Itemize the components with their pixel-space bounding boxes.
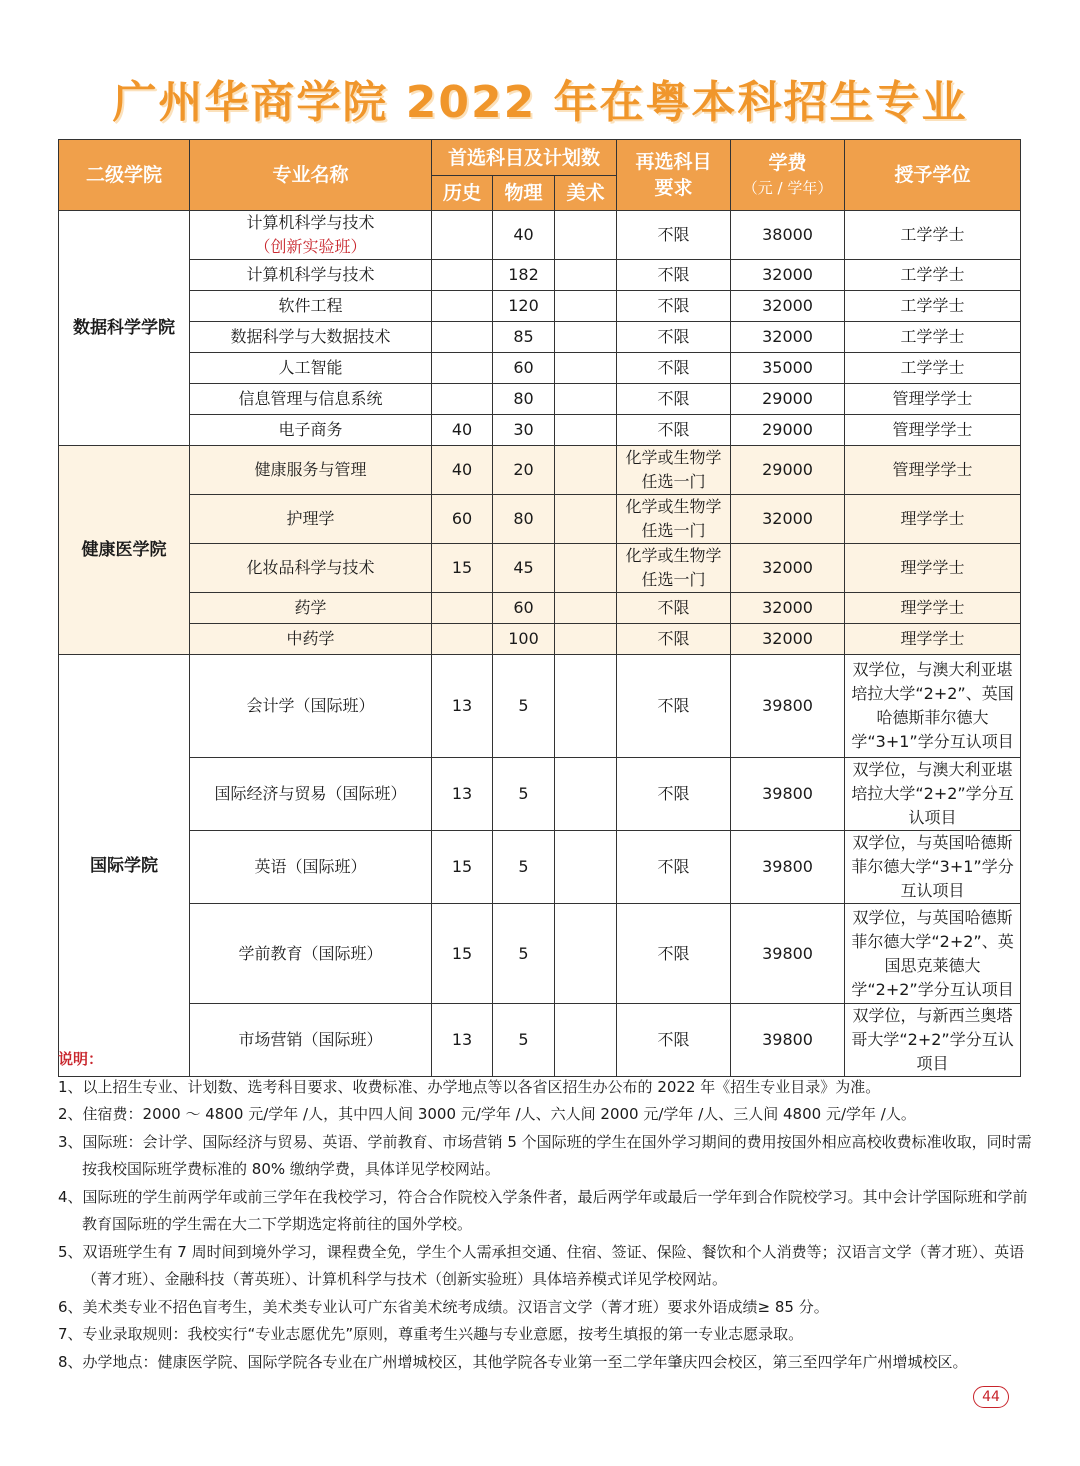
req-cell: 不限 [617,322,731,353]
physics-cell: 80 [493,384,555,415]
major-cell: 会计学（国际班） [190,655,432,758]
note-item: 6、美术类专业不招色盲考生，美术类专业认可广东省美术统考成绩。汉语言文学（菁才班）要求外语成绩≥ 85 分。 [58,1297,829,1316]
fee-cell: 29000 [731,384,845,415]
header-college: 二级学院 [59,140,190,211]
physics-cell: 182 [493,260,555,291]
degree-cell: 双学位，与澳大利亚堪培拉大学“2+2”学分互认项目 [845,758,1021,831]
major-cell: 化妆品科学与技术 [190,544,432,593]
physics-cell: 85 [493,322,555,353]
physics-cell: 80 [493,495,555,544]
history-cell: 60 [432,495,493,544]
req-cell: 化学或生物学任选一门 [617,446,731,495]
art-cell [555,904,617,1004]
degree-cell: 理学学士 [845,624,1021,655]
degree-cell: 工学学士 [845,211,1021,260]
major-cell: 数据科学与大数据技术 [190,322,432,353]
physics-cell: 120 [493,291,555,322]
header-physics: 物理 [493,176,555,211]
table-row [59,211,1021,260]
req-cell: 化学或生物学任选一门 [617,495,731,544]
major-note: （创新实验班） [254,237,367,256]
degree-cell: 理学学士 [845,593,1021,624]
art-cell [555,593,617,624]
major-cell: 中药学 [190,624,432,655]
note-item: 2、住宿费：2000 ～ 4800 元/学年 /人，其中四人间 3000 元/学年 /人、六人间 2000 元/学年 /人、三人间 4800 元/学年 /人。 [58,1105,916,1123]
physics-cell: 5 [493,1004,555,1077]
degree-cell: 双学位，与澳大利亚堪培拉大学“2+2”、英国哈德斯菲尔德大学“3+1”学分互认项目 [845,655,1021,758]
history-cell [432,322,493,353]
degree-cell: 工学学士 [845,353,1021,384]
req-cell: 不限 [617,1004,731,1077]
art-cell [555,544,617,593]
note-item: 4、国际班的学生前两学年或前三学年在我校学习，符合合作院校入学条件者，最后两学年或最后一学年到合作院校学习。其中会计学国际班和学前教育国际班的学生需在大二下学期选定将前往的国外学校。 [58,1187,1028,1233]
table-row [59,353,1021,384]
art-cell [555,624,617,655]
art-cell [555,655,617,758]
degree-cell: 理学学士 [845,544,1021,593]
note-item: 5、双语班学生有 7 周时间到境外学习，课程费全免，学生个人需承担交通、住宿、签证、保险、餐饮和个人消费等；汉语言文学（菁才班）、英语（菁才班）、金融科技（菁英班）、计算机科学与技术（创新实验班）具体培养模式详见学校网站。 [58,1242,1025,1288]
note-item: 7、专业录取规则：我校实行“专业志愿优先”原则，尊重考生兴趣与专业意愿，按考生填报的第一专业志愿录取。 [58,1325,804,1343]
degree-cell: 双学位，与新西兰奥塔哥大学“2+2”学分互认项目 [845,1004,1021,1077]
history-cell: 40 [432,415,493,446]
major-cell: 信息管理与信息系统 [190,384,432,415]
req-cell: 不限 [617,904,731,1004]
note-item: 3、国际班：会计学、国际经济与贸易、英语、学前教育、市场营销 5 个国际班的学生在国外学习期间的费用按国外相应高校收费标准收取，同时需按我校国际班学费标准的 80% 缴纳学费，具体详见学校网站。 [58,1132,1032,1178]
header-degree: 授予学位 [845,140,1021,211]
notes-heading: 说明： [58,1050,104,1068]
major-cell: 软件工程 [190,291,432,322]
physics-cell: 30 [493,415,555,446]
fee-cell: 32000 [731,624,845,655]
table-row [59,291,1021,322]
physics-cell: 100 [493,624,555,655]
req-cell: 不限 [617,260,731,291]
header-major: 专业名称 [190,140,432,211]
req-cell: 不限 [617,384,731,415]
req-cell: 不限 [617,655,731,758]
art-cell [555,495,617,544]
major-cell: 学前教育（国际班） [190,904,432,1004]
degree-cell: 工学学士 [845,291,1021,322]
physics-cell: 5 [493,831,555,904]
college-cell: 健康医学院 [59,446,190,655]
table-row [59,415,1021,446]
degree-cell: 双学位，与英国哈德斯菲尔德大学“3+1”学分互认项目 [845,831,1021,904]
req-cell: 不限 [617,624,731,655]
req-cell: 不限 [617,593,731,624]
degree-cell: 理学学士 [845,495,1021,544]
header-first-subject: 首选科目及计划数 [432,140,617,176]
fee-cell: 29000 [731,446,845,495]
fee-cell: 32000 [731,544,845,593]
history-cell: 13 [432,655,493,758]
table-row [59,544,1021,593]
fee-cell: 39800 [731,1004,845,1077]
note-item: 1、以上招生专业、计划数、选考科目要求、收费标准、办学地点等以各省区招生办公布的 2022 年《招生专业目录》为准。 [58,1077,881,1096]
header-reselect: 再选科目要求 [617,140,731,211]
art-cell [555,446,617,495]
physics-cell: 5 [493,758,555,831]
major-cell: 英语（国际班） [190,831,432,904]
table-row [59,593,1021,624]
major-cell: 市场营销（国际班） [190,1004,432,1077]
fee-cell: 38000 [731,211,845,260]
req-cell: 不限 [617,353,731,384]
fee-cell: 32000 [731,291,845,322]
fee-cell: 32000 [731,260,845,291]
art-cell [555,291,617,322]
fee-cell: 32000 [731,593,845,624]
history-cell: 13 [432,758,493,831]
table-row [59,758,1021,831]
table-row [59,655,1021,758]
degree-cell: 双学位，与英国哈德斯菲尔德大学“2+2”、英国思克莱德大学“2+2”学分互认项目 [845,904,1021,1004]
table-row [59,446,1021,495]
fee-cell: 39800 [731,758,845,831]
fee-cell: 32000 [731,322,845,353]
art-cell [555,384,617,415]
req-cell: 不限 [617,758,731,831]
physics-cell: 60 [493,353,555,384]
fee-cell: 39800 [731,655,845,758]
physics-cell: 40 [493,211,555,260]
note-item: 8、办学地点：健康医学院、国际学院各专业在广州增城校区，其他学院各专业第一至二学年肇庆四会校区，第三至四学年广州增城校区。 [58,1352,968,1371]
history-cell: 15 [432,904,493,1004]
history-cell: 13 [432,1004,493,1077]
history-cell [432,260,493,291]
fee-cell: 32000 [731,495,845,544]
degree-cell: 工学学士 [845,260,1021,291]
history-cell [432,624,493,655]
physics-cell: 5 [493,655,555,758]
fee-cell: 29000 [731,415,845,446]
history-cell [432,593,493,624]
table-row [59,904,1021,1004]
table-row [59,831,1021,904]
college-cell: 国际学院 [59,655,190,1077]
major-cell: 健康服务与管理 [190,446,432,495]
req-cell: 不限 [617,211,731,260]
major-cell: 药学 [190,593,432,624]
header-art: 美术 [555,176,617,211]
history-cell: 40 [432,446,493,495]
fee-cell: 35000 [731,353,845,384]
physics-cell: 60 [493,593,555,624]
art-cell [555,831,617,904]
degree-cell: 管理学学士 [845,415,1021,446]
degree-cell: 管理学学士 [845,446,1021,495]
table-row [59,384,1021,415]
page-title: 广州华商学院 2022 年在粤本科招生专业 [112,77,968,128]
req-cell: 化学或生物学任选一门 [617,544,731,593]
fee-cell: 39800 [731,831,845,904]
fee-cell: 39800 [731,904,845,1004]
history-cell: 15 [432,544,493,593]
history-cell [432,211,493,260]
history-cell [432,384,493,415]
physics-cell: 45 [493,544,555,593]
major-cell: 人工智能 [190,353,432,384]
major-cell: 计算机科学与技术（创新实验班） [190,211,432,260]
table-row [59,495,1021,544]
major-cell: 国际经济与贸易（国际班） [190,758,432,831]
art-cell [555,211,617,260]
physics-cell: 5 [493,904,555,1004]
art-cell [555,353,617,384]
major-cell: 电子商务 [190,415,432,446]
req-cell: 不限 [617,291,731,322]
header-tuition: 学费 （元 / 学年） [731,140,845,211]
art-cell [555,260,617,291]
notes-section [58,1046,1038,1376]
college-cell: 数据科学学院 [59,211,190,446]
art-cell [555,415,617,446]
degree-cell: 工学学士 [845,322,1021,353]
table-row [59,624,1021,655]
header-history: 历史 [432,176,493,211]
history-cell [432,353,493,384]
history-cell: 15 [432,831,493,904]
physics-cell: 20 [493,446,555,495]
table-row [59,322,1021,353]
page-number: 44 [973,1386,1009,1408]
admissions-table [58,139,1021,1077]
req-cell: 不限 [617,831,731,904]
art-cell [555,758,617,831]
major-cell: 护理学 [190,495,432,544]
degree-cell: 管理学学士 [845,384,1021,415]
req-cell: 不限 [617,415,731,446]
art-cell [555,322,617,353]
table-row [59,260,1021,291]
major-cell: 计算机科学与技术 [190,260,432,291]
history-cell [432,291,493,322]
